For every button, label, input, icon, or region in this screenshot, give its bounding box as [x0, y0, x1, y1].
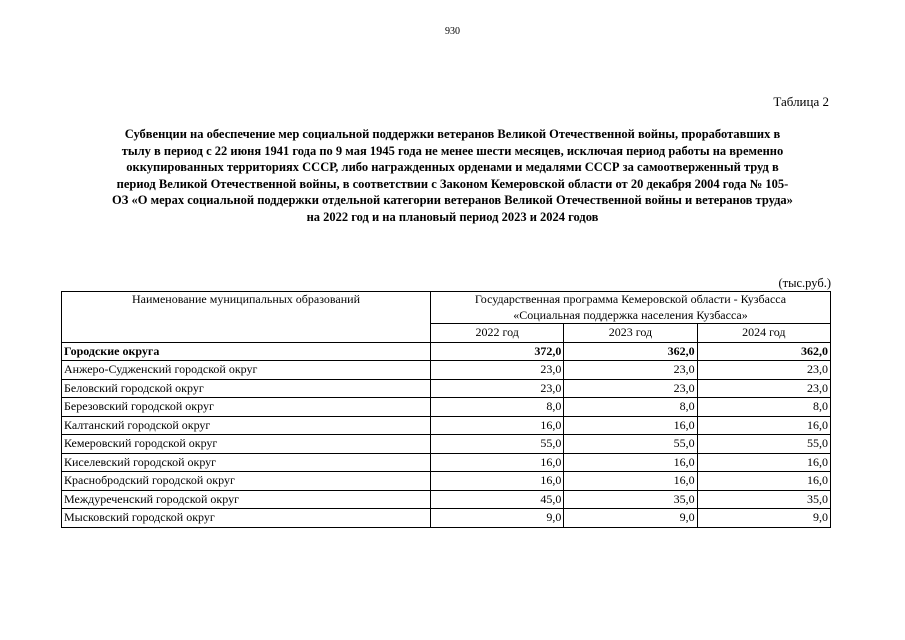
row-name-cell: Мысковский городской округ: [62, 509, 431, 528]
value-2024-cell: 55,0: [697, 435, 830, 454]
value-2022-cell: 16,0: [431, 453, 564, 472]
value-2022-cell: 55,0: [431, 435, 564, 454]
units-label: (тыс.руб.): [778, 276, 831, 290]
column-header-name: Наименование муниципальных образований: [62, 292, 431, 343]
row-name-cell: Беловский городской округ: [62, 379, 431, 398]
table-row: [62, 398, 831, 417]
value-2022-cell: 16,0: [431, 472, 564, 491]
row-name-cell: Городские округа: [62, 342, 431, 361]
table-body: [62, 342, 831, 527]
value-2024-cell: 362,0: [697, 342, 830, 361]
column-header-2024: 2024 год: [697, 324, 830, 343]
value-2024-cell: 9,0: [697, 509, 830, 528]
row-name-cell: Анжеро-Судженский городской округ: [62, 361, 431, 380]
value-2023-cell: 8,0: [564, 398, 697, 417]
document-title: [60, 126, 845, 225]
program-line: «Социальная поддержка населения Кузбасса»: [513, 307, 748, 322]
table-row: [62, 453, 831, 472]
value-2023-cell: 23,0: [564, 361, 697, 380]
value-2024-cell: 35,0: [697, 490, 830, 509]
column-header-2022: 2022 год: [431, 324, 564, 343]
program-line: Государственная программа Кемеровской области - Кузбасса: [474, 292, 787, 306]
value-2023-cell: 55,0: [564, 435, 697, 454]
row-name-cell: Березовский городской округ: [62, 398, 431, 417]
value-2022-cell: 16,0: [431, 416, 564, 435]
title-line: оккупированных территориях СССР, либо награжденных орденами и медалями СССР за самоотверженный труд в: [126, 160, 779, 174]
value-2023-cell: 23,0: [564, 379, 697, 398]
value-2024-cell: 16,0: [697, 453, 830, 472]
value-2024-cell: 23,0: [697, 361, 830, 380]
value-2022-cell: 23,0: [431, 361, 564, 380]
table-row-total: [62, 342, 831, 361]
value-2022-cell: 45,0: [431, 490, 564, 509]
title-line: ОЗ «О мерах социальной поддержки отдельной категории ветеранов Великой Отечественной войны и ветеранов труда»: [112, 193, 793, 207]
value-2022-cell: 23,0: [431, 379, 564, 398]
value-2024-cell: 23,0: [697, 379, 830, 398]
row-name-cell: Киселевский городской округ: [62, 453, 431, 472]
value-2023-cell: 16,0: [564, 416, 697, 435]
value-2022-cell: 9,0: [431, 509, 564, 528]
row-name-cell: Кемеровский городской округ: [62, 435, 431, 454]
value-2023-cell: 16,0: [564, 472, 697, 491]
column-header-2023: 2023 год: [564, 324, 697, 343]
value-2022-cell: 8,0: [431, 398, 564, 417]
subsidies-table: [61, 291, 831, 528]
value-2024-cell: 16,0: [697, 472, 830, 491]
table-row: [62, 416, 831, 435]
column-header-program: [431, 292, 831, 324]
table-row: [62, 472, 831, 491]
value-2023-cell: 9,0: [564, 509, 697, 528]
page-number: 930: [445, 26, 460, 37]
table-row: [62, 435, 831, 454]
table-row: [62, 379, 831, 398]
table-row: [62, 509, 831, 528]
value-2022-cell: 372,0: [431, 342, 564, 361]
header-row: [62, 292, 831, 324]
value-2023-cell: 16,0: [564, 453, 697, 472]
row-name-cell: Краснобродский городской округ: [62, 472, 431, 491]
title-line: Субвенции на обеспечение мер социальной поддержки ветеранов Великой Отечественной войны, проработавших в: [124, 127, 781, 141]
row-name-cell: Междуреченский городской округ: [62, 490, 431, 509]
title-line: на 2022 год и на плановый период 2023 и 2024 годов: [306, 209, 599, 224]
value-2024-cell: 8,0: [697, 398, 830, 417]
title-line: тылу в период с 22 июня 1941 года по 9 мая 1945 года не менее шести месяцев, исключая период работы на временно: [121, 143, 784, 158]
value-2023-cell: 35,0: [564, 490, 697, 509]
row-name-cell: Калтанский городской округ: [62, 416, 431, 435]
value-2024-cell: 16,0: [697, 416, 830, 435]
table-row: [62, 490, 831, 509]
value-2023-cell: 362,0: [564, 342, 697, 361]
table-label: Таблица 2: [773, 94, 829, 109]
title-line: период Великой Отечественной войны, в соответствии с Законом Кемеровской области от 20 декабря 2004 года № 105-: [116, 176, 789, 191]
table-row: [62, 361, 831, 380]
